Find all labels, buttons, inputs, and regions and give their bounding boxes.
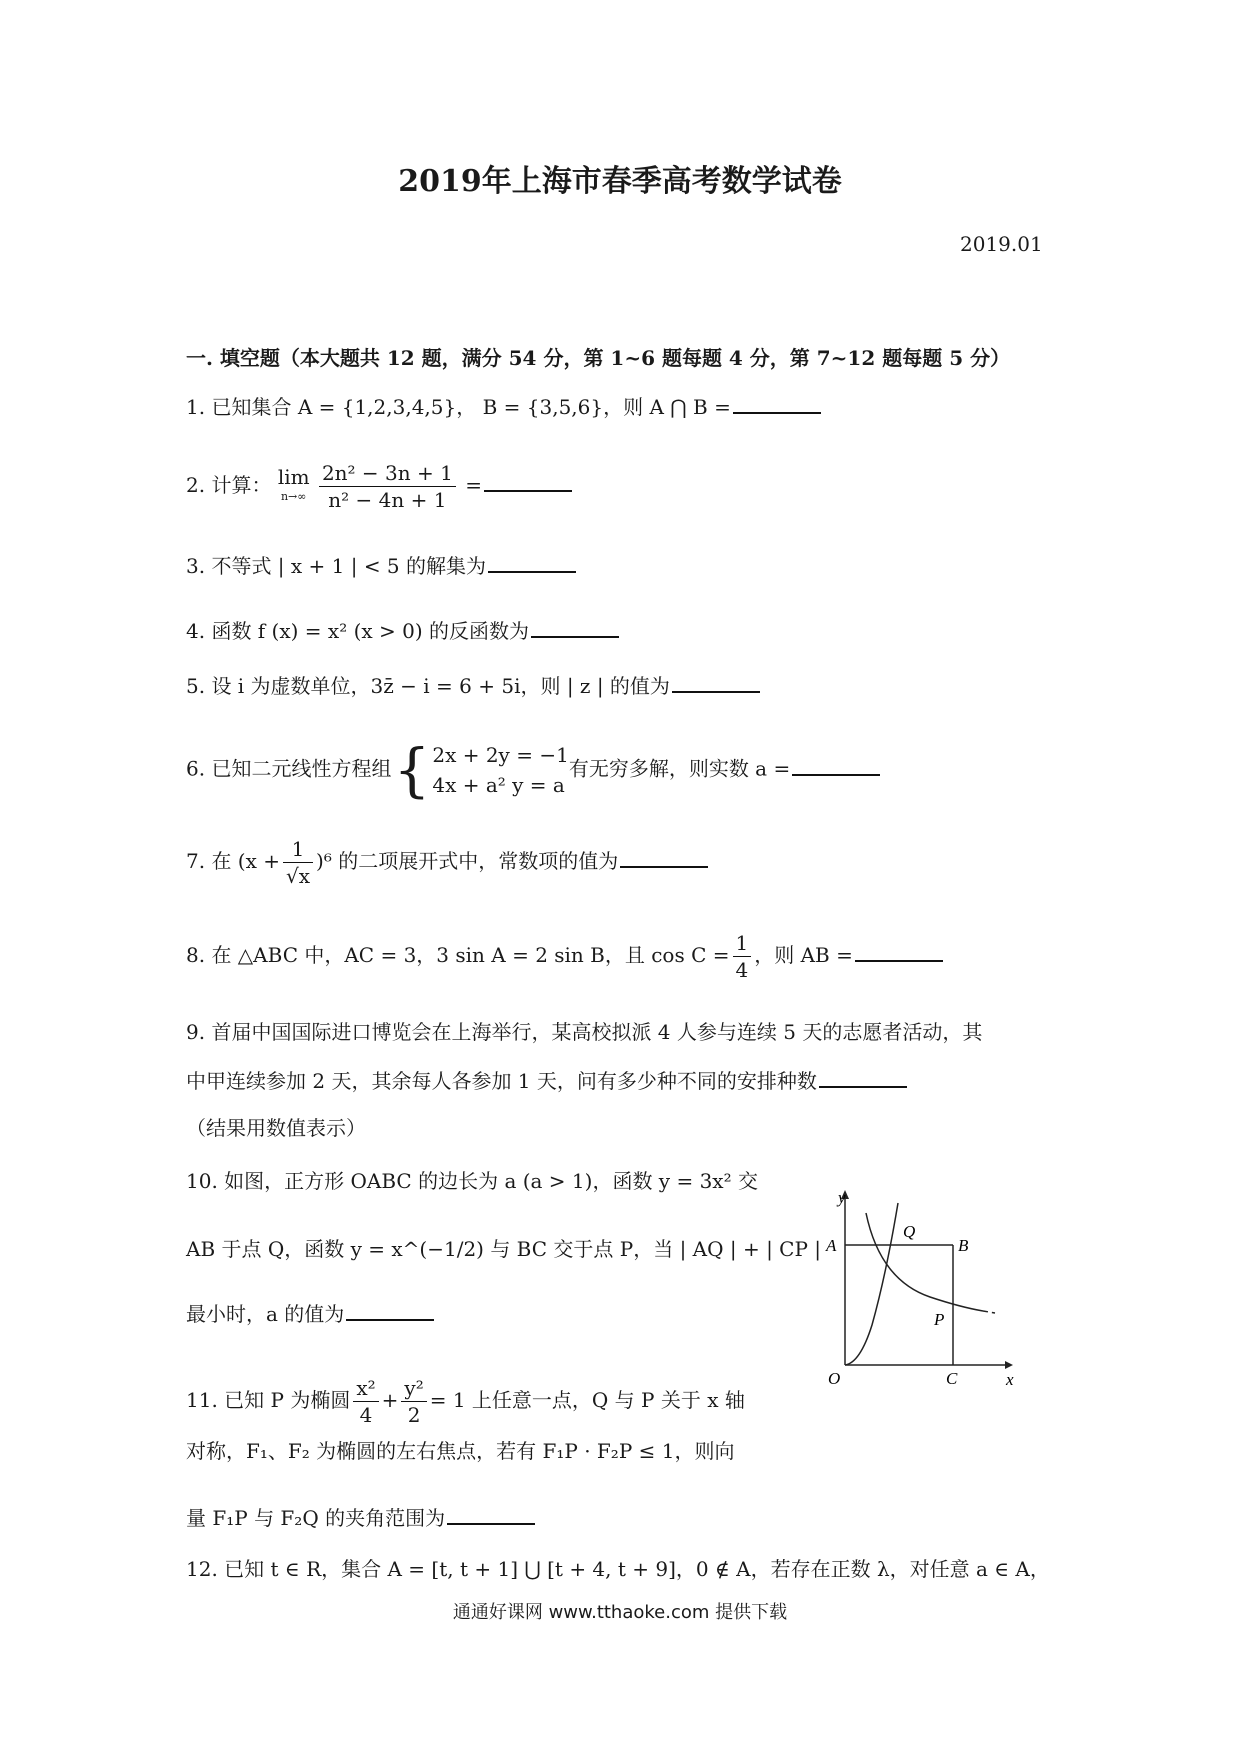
question-10-line-1: 10. 如图，正方形 OABC 的边长为 a (a > 1)，函数 y = 3x² 交 [186,1169,758,1193]
answer-blank [484,472,572,492]
limit-op: lim n→∞ [277,464,310,503]
q6-suffix: 有无穷多解，则实数 a = [568,756,791,781]
section-heading: 一. 填空题（本大题共 12 题，满分 54 分，第 1~6 题每题 4 分，第 7~12 题每题 5 分） [186,346,1011,370]
q6-equation-2: 4x + a² y = a [432,773,565,797]
question-9-line-1: 9. 首届中国国际进口博览会在上海举行，某高校拟派 4 人参与连续 5 天的志愿者活动，其 [186,1020,983,1044]
page-title: 2019年上海市春季高考数学试卷 [398,164,842,199]
question-9-line-3: （结果用数值表示） [186,1116,366,1140]
answer-blank [792,756,880,776]
power-curve-dashed [983,1311,995,1313]
q6-equation-1: 2x + 2y = −1 [432,743,569,767]
answer-blank [488,553,576,573]
q5-text: 5. 设 i 为虚数单位，3z̄ − i = 6 + 5i，则 | z | 的值为 [186,674,670,698]
question-10-line-2: AB 于点 Q，函数 y = x^(−1/2) 与 BC 交于点 P，当 | AQ | + | CP | [186,1237,822,1261]
question-8 [186,930,943,983]
q4-text: 4. 函数 f (x) = x² (x > 0) 的反函数为 [186,619,530,643]
question-11-line-2: 对称，F₁、F₂ 为椭圆的左右焦点，若有 F₁P · F₂P ≤ 1，则向 [186,1439,735,1463]
q7-mid: )⁶ 的二项展开式中，常数项的值为 [316,849,619,873]
question-9-line-2: 中甲连续参加 2 天，其余每人各参加 1 天，问有多少种不同的安排种数 [186,1067,907,1095]
q1-prefix: 1. 已知集合 [186,395,292,419]
question-10-line-3: 最小时，a 的值为 [186,1300,434,1328]
x-axis-arrow [1005,1361,1013,1369]
question-5 [186,672,760,700]
label-q: Q [903,1222,916,1241]
answer-blank [819,1068,907,1088]
label-c: C [946,1369,958,1385]
question-3 [186,552,576,580]
answer-blank [531,618,619,638]
question-12: 12. 已知 t ∈ R，集合 A = [t, t + 1] ⋃ [t + 4, t + 9]，0 ∉ A，若存在正数 λ，对任意 a ∈ A， [186,1557,1050,1581]
label-x: x [1006,1370,1014,1385]
answer-blank [733,394,821,414]
question-11-line-3: 量 F₁P 与 F₂Q 的夹角范围为 [186,1504,535,1532]
square-function-figure [800,1185,1020,1385]
question-7 [186,836,708,889]
answer-blank [620,848,708,868]
label-y: y [838,1188,846,1207]
q1-set-b: B = {3,5,6} [482,395,604,419]
q8-fraction: $\frac{1}{4}$ [733,930,752,983]
label-b: B [958,1236,969,1255]
question-2: 2. 计算： lim n→∞ $\frac{\text{2n² − 3n + 1}}{\text{n² − 4n + 1}}$ = [186,460,572,513]
q11-fraction-x: $\frac{\text{x²}}{4}$ [353,1375,378,1428]
brace-symbol: { [393,736,431,804]
question-4 [186,617,619,645]
q2-fraction [319,460,456,513]
q7-fraction: $\frac{1}{√x}$ [283,836,313,889]
q1-set-a: A = {1,2,3,4,5} [297,395,457,419]
question-1: 1. 已知集合 A = {1,2,3,4,5}， B = {3,5,6}，则 A ⋂ B = [186,393,821,421]
q3-text: 3. 不等式 | x + 1 | < 5 的解集为 [186,554,487,578]
footer-credit: 通通好课网 www.tthaoke.com 提供下载 [452,1602,788,1623]
question-6 [186,736,880,804]
answer-blank [346,1301,434,1321]
equation-system [432,740,568,800]
q2-denominator: n² − 4n + 1 [328,488,447,512]
question-11-line-1: 11. 已知 P 为椭圆 $\frac{\text{x²}}{4}$ + $\frac{\text{y²}}{2}$ = 1 上任意一点，Q 与 P 关于 x 轴 [186,1376,745,1427]
q2-prefix: 2. 计算： [186,473,272,497]
power-curve [866,1213,983,1311]
answer-blank [447,1505,535,1525]
answer-blank [855,942,943,962]
label-p: P [934,1310,945,1329]
q11-fraction-y: $\frac{\text{y²}}{2}$ [401,1375,426,1428]
q6-prefix: 6. 已知二元线性方程组 [186,756,392,781]
q2-numerator: 2n² − 3n + 1 [319,460,456,487]
label-o: O [828,1369,841,1385]
q8-suffix: ，则 AB = [754,943,853,967]
parabola-curve [845,1203,898,1365]
answer-blank [672,673,760,693]
exam-date: 2019.01 [960,232,1043,256]
q7-prefix: 7. 在 (x + [186,849,280,873]
label-a: A [826,1236,837,1255]
q8-prefix: 8. 在 △ABC 中，AC = 3，3 sin A = 2 sin B，且 cos C = [186,943,730,967]
q1-suffix: ，则 A ⋂ B = [603,395,731,419]
